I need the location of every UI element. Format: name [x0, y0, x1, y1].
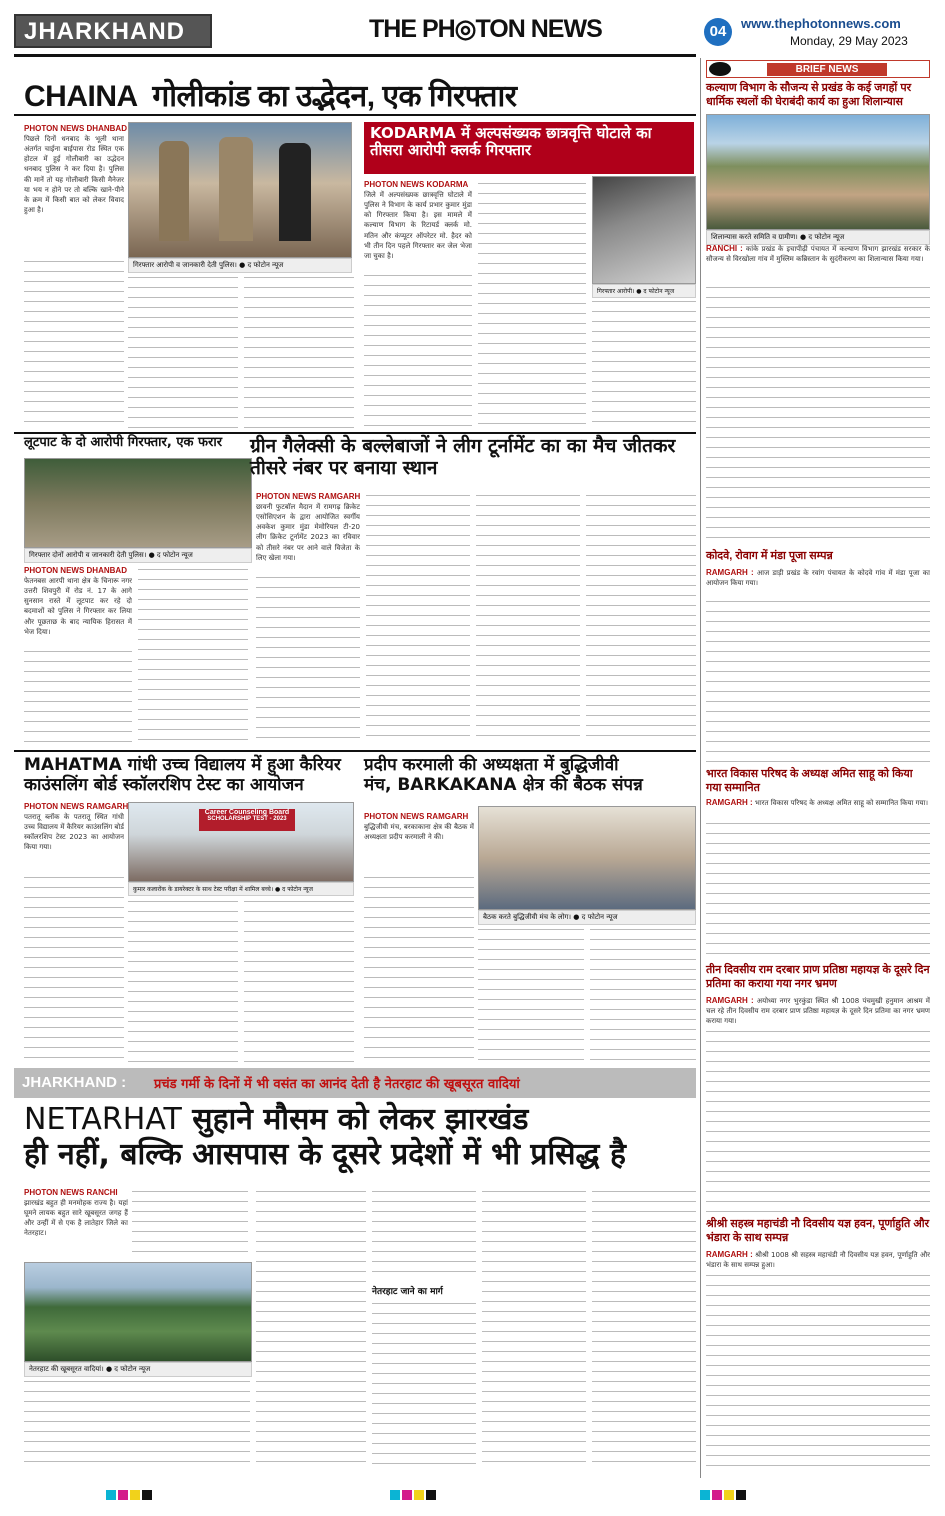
career-banner: Career Counseling Board SCHOLARSHIP TEST - 2023: [199, 809, 295, 831]
brief1-photo: [706, 114, 930, 230]
story3-caption: गिरफ्तार दोनों आरोपी व जानकारी देती पुलिस। ● द फोटोन न्यूज: [24, 548, 252, 563]
story6-body: [364, 874, 474, 1064]
brief2-body: [706, 598, 930, 764]
story5-dateline: PHOTON NEWS RAMGARH: [24, 802, 129, 811]
story4-body: [256, 574, 360, 744]
story2-photo: [592, 176, 696, 284]
column-divider: [700, 58, 701, 1478]
brief5-headline: श्रीश्री सहस्त्र महाचंडी नौ दिवसीय यज्ञ हवन, पूर्णाहुति और भंडारा के साथ सम्पन्न: [706, 1218, 930, 1244]
story5-body: [24, 874, 124, 1064]
state-label: JHARKHAND: [14, 14, 212, 48]
brief1-body: [706, 284, 930, 546]
person-figure: [159, 141, 189, 241]
story2-dateline: PHOTON NEWS KODARMA: [364, 180, 469, 189]
issue-date: Monday, 29 May 2023: [790, 34, 908, 48]
story7-subhead: नेतरहाट जाने का मार्ग: [372, 1287, 443, 1297]
story1-headline: CHAINA गोलीकांड का उद्भेदन, एक गिरफ्तार: [24, 80, 517, 113]
story5-body: [128, 898, 238, 1064]
story4-body: [366, 492, 470, 744]
story4-body: [476, 492, 580, 744]
story7-dateline: PHOTON NEWS RANCHI: [24, 1188, 118, 1197]
person-figure: [219, 137, 253, 241]
story7-photo: [24, 1262, 252, 1362]
brief2-headline: कोदवे, रोवाग में मंडा पूजा सम्पन्न: [706, 550, 833, 562]
brief1-caption: शिलान्यास करते समिति व ग्रामीण। ● द फोटोन न्यूज: [706, 230, 930, 245]
story3-lead: फेतनबस आरपी थाना क्षेत्र के चिनारू नगर उत्तरी शिवपुरी में रोड नं. 17 के आगे सुनसान रास्ते में लूटपाट कर रहे दो बदमाशों को पुलिस ने गिरफ्तार कर लिया और पूछताछ के बाद न्यायिक हिरासत में भेज दिया।: [24, 577, 132, 636]
print-color-bar: [0, 1484, 945, 1504]
story7-body: [372, 1188, 476, 1278]
story6-lead: बुद्धिजीवी मंच, बरकाकाना क्षेत्र की बैठक में अध्यक्षता प्रदीप करमाली ने की।: [364, 823, 474, 842]
brief5-lead: RAMGARH : श्रीश्री 1008 श्री सहस्त्र महाचंडी नौ दिवसीय यज्ञ हवन, पूर्णाहुति और भंडारा के साथ सम्पन्न हुआ।: [706, 1250, 930, 1270]
story2-lead: जिले में अल्पसंख्यक छात्रवृत्ति घोटाले में पुलिस ने विभाग के कार्य प्रभार कुमार मुंडा को गिरफ्तार किया है। इस मामले में कल्याण विभाग के रिटायर्ड क्लर्क मो. मतिन और कंप्यूटर ऑपरेटर मो. हैदर को भी तीन दिन पहले गिरफ्तार कर जेल भेजा जा चुका है।: [364, 191, 472, 260]
story5-caption: कुमार कलारोंक के डायरेक्टर के साथ टेस्ट परीक्षा में शामिल बच्चे। ● द फोटोन न्यूज: [128, 882, 354, 896]
story3-body: [24, 648, 132, 744]
story7-caption: नेतरहाट की खूबसूरत वादियां। ● द फोटोन न्यूज: [24, 1362, 252, 1377]
story7-body: [592, 1188, 696, 1468]
story6-photo: [478, 806, 696, 910]
masthead: [14, 14, 932, 50]
divider: [14, 54, 696, 57]
story3-dateline: PHOTON NEWS DHANBAD: [24, 566, 127, 575]
page-number: 04: [704, 18, 732, 46]
logo-icon: [709, 62, 731, 76]
brief4-lead: RAMGARH : अयोध्या नगर भुरकुंडा स्थित श्री 1008 पंचमुखी हनुमान आश्रम में चल रहे तीन दिवसीय राम दरबार प्राण प्रतिष्ठा महायज्ञ के दूसरे दिन प्रतिमा का नगर भ्रमण कराया गया।: [706, 996, 930, 1026]
story2-headline: KODARMA में अल्पसंख्यक छात्रवृत्ति घोटाले का तीसरा आरोपी क्लर्क गिरफ्तार: [370, 124, 652, 160]
story2-body: [592, 298, 696, 428]
story6-body: [478, 926, 584, 1064]
divider: [14, 750, 696, 752]
brief3-lead: RAMGARH : भारत विकास परिषद के अध्यक्ष अमित साहू को सम्मानित किया गया।: [706, 798, 929, 807]
brief1-headline: कल्याण विभाग के सौजन्य से प्रखंड के कई जगहों पर धार्मिक स्थलों की घेराबंदी कार्य का हुआ शिलान्यास: [706, 82, 912, 108]
story1-dateline: PHOTON NEWS DHANBAD: [24, 124, 127, 133]
story2-caption: गिरफ्तार आरोपी। ● द फोटोन न्यूज: [592, 284, 696, 298]
brief2-lead: RAMGARH : आज डाड़ी प्रखंड के रवांग पंचायत के कोदवे गांव में मंडा पूजा का आयोजन किया गया।: [706, 568, 930, 588]
story4-body: [586, 492, 696, 744]
story5-body: [244, 898, 354, 1064]
story3-body: [138, 566, 248, 744]
brief4-headline: तीन दिवसीय राम दरबार प्राण प्रतिष्ठा महायज्ञ के दूसरे दिन प्रतिमा का कराया गया नगर भ्रमण: [706, 964, 930, 990]
story7-body: [256, 1188, 366, 1468]
story5-headline: MAHATMA गांधी उच्च विद्यालय में हुआ कैरियर काउंसलिंग बोर्ड स्कॉलरशिप टेस्ट का आयोजन: [24, 755, 341, 795]
story5-lead: पतरातू ब्लॉक के पतरातू स्थित गांधी उच्च विद्यालय में कैरियर काउंसलिंग बोर्ड स्कॉलरशिप टेस्ट 2023 का आयोजन किया गया।: [24, 813, 124, 852]
story6-headline: प्रदीप करमाली की अध्यक्षता में बुद्धिजीवी मंच, BARKAKANA क्षेत्र की बैठक संपन्न: [364, 755, 643, 795]
banner-strip: JHARKHAND : प्रचंड गर्मी के दिनों में भी वसंत का आनंद देती है नेतरहाट की खूबसूरत वादियां: [14, 1068, 696, 1098]
story3-headline: लूटपाट के दो आरोपी गिरफ्तार, एक फरार: [24, 435, 223, 450]
brief3-headline: भारत विकास परिषद के अध्यक्ष अमित साहू को किया गया सम्मानित: [706, 768, 913, 794]
story6-body: [590, 926, 696, 1064]
brief1-lead: RANCHI : कांके प्रखंड के इचापीढ़ी पंचायत में कल्याण विभाग झारखंड सरकार के सौजन्य से विरखोला गांव में मुस्लिम कब्रिस्तान के सुदंरीकरण का शिलान्यास किया गया।: [706, 244, 930, 264]
story1-lead: पिछले दिनों धनबाद के भूली थाना अंतर्गत चाईना बाईपास रोड स्थित एक होटल में हुई गोलीबारी का उद्भेदन धनबाद पुलिस ने कर दिया है। पुलिस की मानें तो यह गोलीबारी किसी मैनेजर या भय न होने पर तो बल्कि खाने-पीने के क्रम में किसी बात को लेकर विवाद हुआ है।: [24, 135, 124, 214]
brief4-body: [706, 1028, 930, 1214]
story1-body: [128, 274, 238, 428]
brief3-body: [706, 820, 930, 960]
story3-photo: [24, 458, 252, 548]
brief5-body: [706, 1272, 930, 1468]
story4-headline: ग्रीन गैलेक्सी के बल्लेबाजों ने लीग टूर्नामेंट का का मैच जीतकर तीसरे नंबर पर बनाया स्थान: [250, 435, 676, 479]
story6-dateline: PHOTON NEWS RAMGARH: [364, 812, 469, 821]
story7-body: [482, 1188, 586, 1468]
story6-caption: बैठक करते बुद्धिजीवी मंच के लोग। ● द फोटोन न्यूज: [478, 910, 696, 925]
brief-news-header: [706, 60, 930, 78]
story7-lead: झारखंड बहुत ही मनमोहक राज्य है। यहां घूमने लायक बहुत सारे खूबसूरत जगह हैं और उन्हीं में से एक है लातेहार जिले का नेतरहाट।: [24, 1199, 128, 1238]
story7-body: [372, 1300, 476, 1468]
paper-name: THE PH◎TON NEWS: [369, 15, 602, 43]
story7-body: [24, 1378, 250, 1468]
story1-body: [24, 258, 124, 428]
story2-body: [364, 272, 472, 428]
brief-news-label: BRIEF NEWS: [767, 63, 887, 76]
story1-photo: [128, 122, 352, 258]
story4-spacer: [254, 480, 696, 490]
story4-dateline: PHOTON NEWS RAMGARH: [256, 492, 361, 501]
story7-body: [132, 1188, 248, 1260]
story1-caption: गिरफ्तार आरोपी व जानकारी देती पुलिस। ● द फोटोन न्यूज: [128, 258, 352, 273]
divider: [14, 432, 696, 434]
story1-body: [244, 274, 354, 428]
story2-body: [478, 180, 586, 428]
story7-headline: NETARHAT सुहाने मौसम को लेकर झारखंड ही नहीं, बल्कि आसपास के दूसरे प्रदेशों में भी प्रसिद्ध है: [24, 1102, 626, 1173]
person-figure: [279, 143, 311, 241]
website-link[interactable]: www.thephotonnews.com: [741, 16, 901, 31]
story4-lead: छावनी फुटबॉल मैदान में रामगढ़ क्रिकेट एसोसिएशन के द्वारा आयोजित स्वर्गीय अवकेश कुमार मुंडा मेमोरियल टी-20 लीग क्रिकेट टूर्नामेंट 2023 का रविवार को तीसरे नंबर पर आने वाले विजेता के लिए खेला गया।: [256, 503, 360, 562]
story5-photo: [128, 802, 354, 882]
divider: [14, 114, 696, 116]
story2-headline-box: [364, 122, 694, 174]
